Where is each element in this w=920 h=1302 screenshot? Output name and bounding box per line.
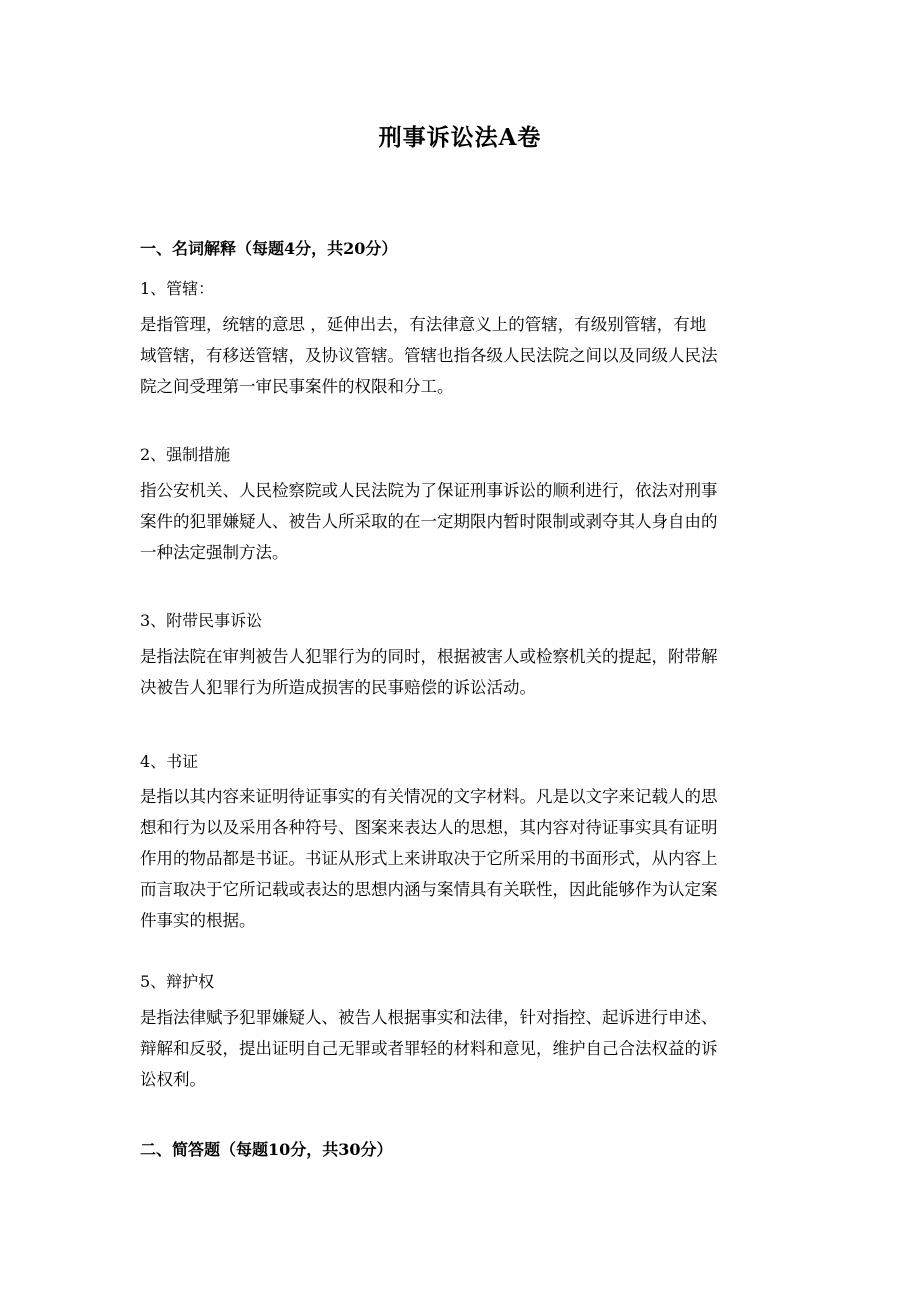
term-definition-documentary-evidence	[140, 781, 782, 936]
definition-line: 指公安机关、人民检察院或人民法院为了保证刑事诉讼的顺利进行，依法对刑事	[140, 481, 718, 500]
definition-line: 讼权利。	[140, 1070, 206, 1089]
term-heading-coercive-measures: 2、强制措施	[140, 445, 231, 464]
definition-line: 辩解和反驳，提出证明自己无罪或者罪轻的材料和意见，维护自己合法权益的诉	[140, 1039, 718, 1058]
definition-line: 院之间受理第一审民事案件的权限和分工。	[140, 377, 454, 396]
term-heading-jurisdiction: 1、管辖：	[140, 279, 215, 298]
definition-line: 作用的物品都是书证。书证从形式上来讲取决于它所采用的书面形式，从内容上	[140, 849, 718, 868]
definition-line: 而言取决于它所记载或表达的思想内涵与案情具有关联性，因此能够作为认定案	[140, 880, 718, 899]
definition-line: 案件的犯罪嫌疑人、被告人所采取的在一定期限内暂时限制或剥夺其人身自由的	[140, 512, 718, 531]
section-heading-short-answer: 二、简答题（每题10分，共30分）	[140, 1140, 393, 1159]
term-definition-jurisdiction	[140, 309, 782, 402]
document-title: 刑事诉讼法A卷	[378, 124, 542, 151]
term-definition-coercive-measures	[140, 475, 782, 568]
definition-line: 是指法律赋予犯罪嫌疑人、被告人根据事实和法律，针对指控、起诉进行申述、	[140, 1008, 718, 1027]
term-heading-civil-action: 3、附带民事诉讼	[140, 611, 263, 630]
definition-line: 想和行为以及采用各种符号、图案来表达人的思想，其内容对待证事实具有证明	[140, 818, 718, 837]
definition-line: 是指以其内容来证明待证事实的有关情况的文字材料。凡是以文字来记载人的思	[140, 787, 718, 806]
term-heading-documentary-evidence: 4、书证	[140, 752, 199, 771]
definition-line: 决被告人犯罪行为所造成损害的民事赔偿的诉讼活动。	[140, 678, 536, 697]
definition-line: 域管辖，有移送管辖，及协议管辖。管辖也指各级人民法院之间以及同级人民法	[140, 346, 718, 365]
term-heading-right-of-defense: 5、辩护权	[140, 972, 215, 991]
term-definition-civil-action	[140, 641, 782, 703]
section-heading-terms: 一、名词解释（每题4分，共20分）	[140, 239, 398, 258]
definition-line: 是指法院在审判被告人犯罪行为的同时，根据被害人或检察机关的提起，附带解	[140, 647, 718, 666]
definition-line: 件事实的根据。	[140, 911, 256, 930]
definition-line: 一种法定强制方法。	[140, 543, 289, 562]
definition-line: 是指管理，统辖的意思 ，延伸出去，有法律意义上的管辖，有级别管辖，有地	[140, 315, 707, 334]
term-definition-right-of-defense	[140, 1002, 782, 1095]
